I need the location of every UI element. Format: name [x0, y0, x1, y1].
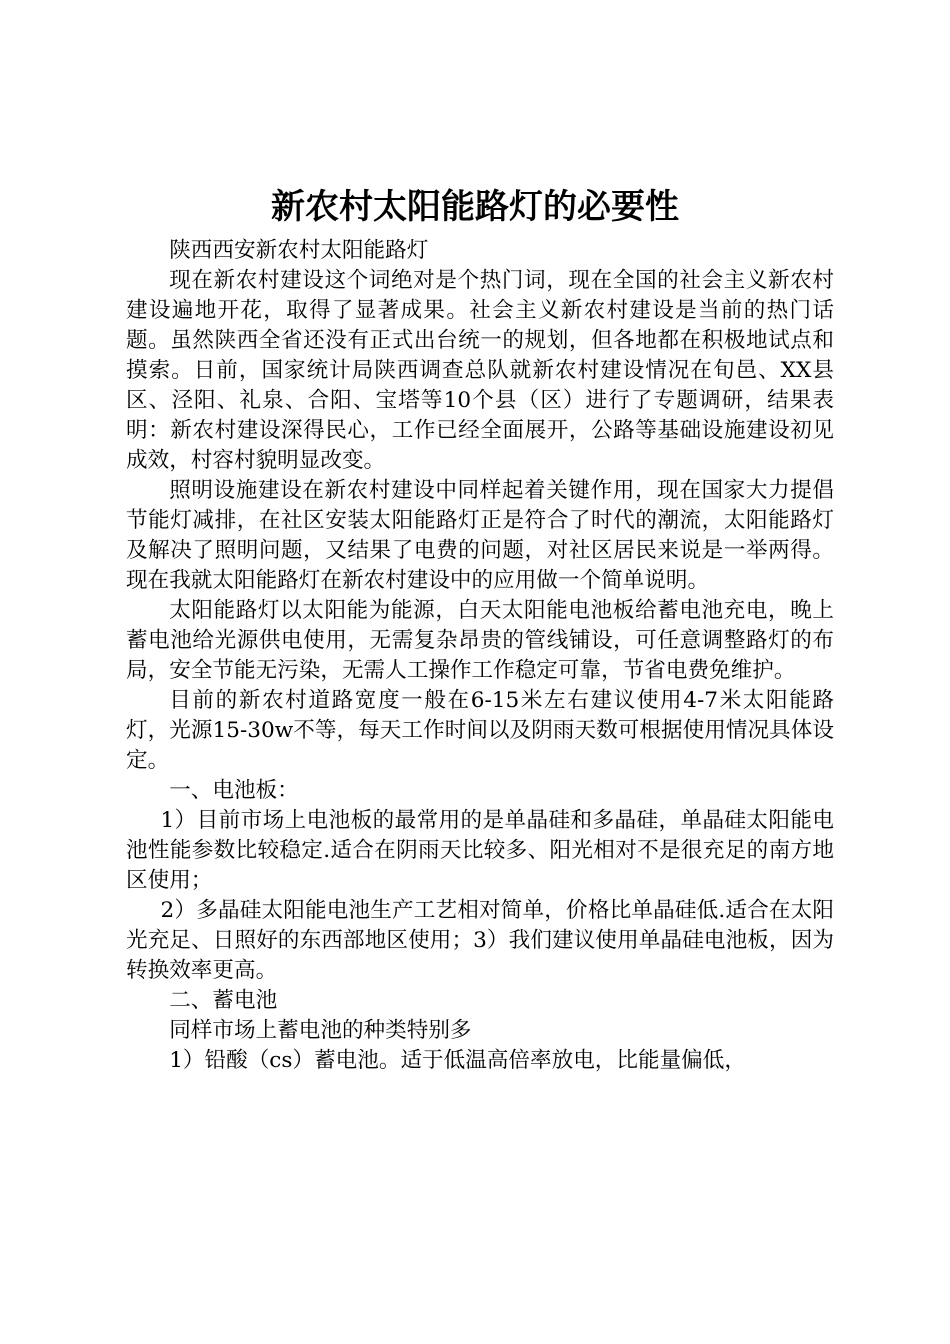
paragraph-lighting: 照明设施建设在新农村建设中同样起着关键作用，现在国家大力提倡节能灯减排，在社区安装太阳能路灯正是符合了时代的潮流，太阳能路灯及解决了照明问题，又结果了电费的问题，对社区居民来说是一举两得。现在我就太阳能路灯在新农村建设中的应用做一个简单说明。: [126, 478, 834, 593]
document-body: [126, 236, 834, 1076]
paragraph-subtitle: 陕西西安新农村太阳能路灯: [169, 238, 429, 263]
paragraph-panel-item-2: 2）多晶硅太阳能电池生产工艺相对简单，价格比单晶硅低.适合在太阳光充足、日照好的东西部地区使用；3）我们建议使用单晶硅电池板，因为转换效率更高。: [126, 898, 834, 983]
paragraph-battery-item-1: 1）铅酸（cs）蓄电池。适于低温高倍率放电，比能量偏低，: [169, 1048, 746, 1073]
paragraph-intro: 现在新农村建设这个词绝对是个热门词，现在全国的社会主义新农村建设遍地开花，取得了显著成果。社会主义新农村建设是当前的热门话题。虽然陕西全省还没有正式出台统一的规划，但各地都在积极地试点和摸索。日前，国家统计局陕西调查总队就新农村建设情况在旬邑、XX县区、泾阳、礼泉、合阳、宝塔等10个县（区）进行了专题调研，结果表明：新农村建设深得民心，工作已经全面展开，公路等基础设施建设初见成效，村容村貌明显改变。: [126, 268, 834, 473]
paragraph-panel-item-1: 1）目前市场上电池板的最常用的是单晶硅和多晶硅，单晶硅太阳能电池性能参数比较稳定.适合在阴雨天比较多、阳光相对不是很充足的南方地区使用；: [126, 808, 834, 893]
document-title: 新农村太阳能路灯的必要性: [271, 187, 679, 227]
paragraph-road-width: 目前的新农村道路宽度一般在6-15米左右建议使用4-7米太阳能路灯，光源15-30w不等，每天工作时间以及阴雨天数可根据使用情况具体设定。: [126, 688, 834, 773]
section-heading-battery: 二、蓄电池: [169, 988, 278, 1013]
paragraph-solar-principle: 太阳能路灯以太阳能为能源，白天太阳能电池板给蓄电池充电，晚上蓄电池给光源供电使用，无需复杂昂贵的管线铺设，可任意调整路灯的布局，安全节能无污染，无需人工操作工作稳定可靠，节省电费免维护。: [126, 598, 834, 683]
section-heading-panel: 一、电池板：: [169, 778, 299, 803]
paragraph-battery-intro: 同样市场上蓄电池的种类特别多: [169, 1018, 472, 1043]
